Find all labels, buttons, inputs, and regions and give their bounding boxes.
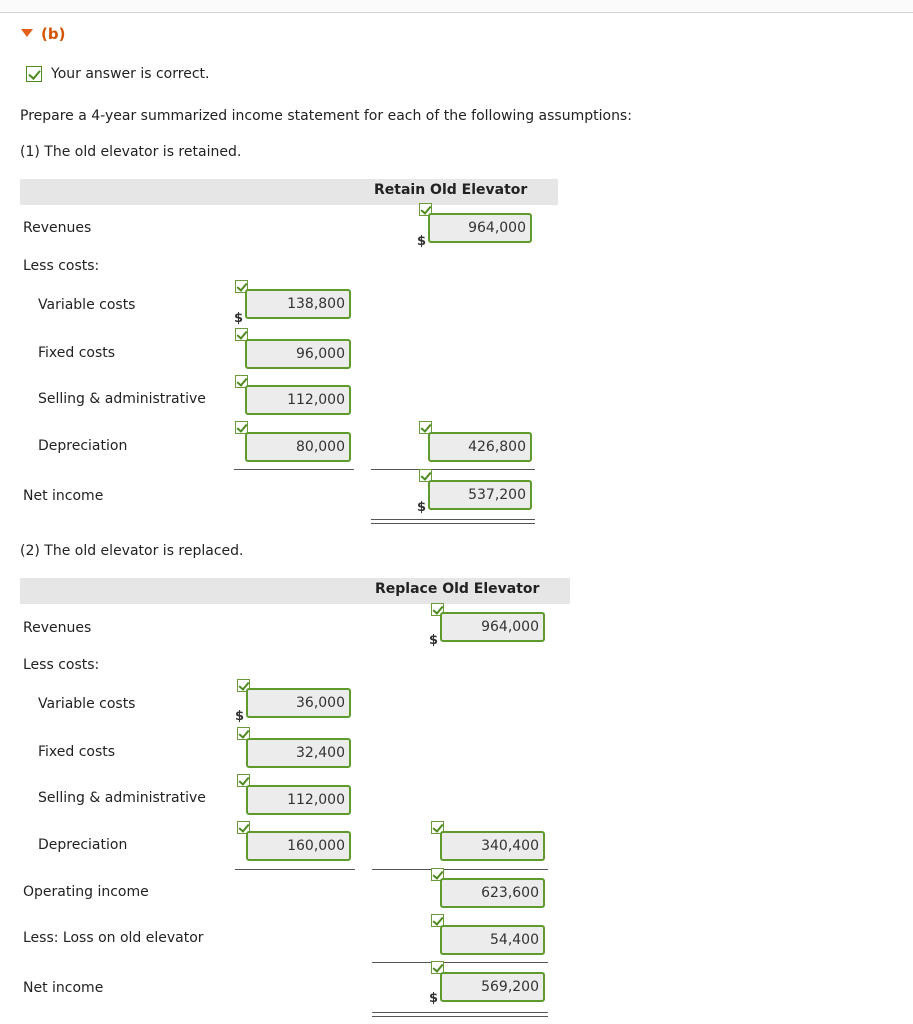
feedback-text: Your answer is correct. [51,66,210,82]
p2-less-costs-label: Less costs: [23,657,100,673]
part1-column-header: Retain Old Elevator [374,182,528,198]
correct-check-icon [26,66,42,82]
p1-selling-admin-label: Selling & administrative [38,391,206,407]
p2-depreciation-label: Depreciation [38,837,128,853]
p1-depreciation-input[interactable]: 80,000 [245,432,351,462]
p1-selling-admin-input[interactable]: 112,000 [245,385,351,415]
p2-variable-dollar: $ [235,709,245,724]
p2-selling-admin-input[interactable]: 112,000 [246,785,351,815]
p2-loss-old-input[interactable]: 54,400 [440,925,545,955]
p1-less-costs-label: Less costs: [23,258,100,274]
p2-variable-costs-input[interactable]: 36,000 [246,688,351,718]
p1-net-income-label: Net income [23,488,104,504]
p1-depreciation-label: Depreciation [38,438,128,454]
p2-fixed-costs-input[interactable]: 32,400 [246,738,351,768]
p1-variable-costs-label: Variable costs [38,297,136,313]
p2-net-income-label: Net income [23,980,104,996]
p2-costs-subtotal-rule [235,869,355,870]
p1-net-income-input[interactable]: 537,200 [428,480,532,510]
p2-operating-income-input[interactable]: 623,600 [440,878,545,908]
p1-fixed-costs-label: Fixed costs [38,345,116,361]
p2-net-income-input[interactable]: 569,200 [440,972,545,1002]
p2-operating-income-label: Operating income [23,884,149,900]
p1-revenues-label: Revenues [23,220,92,236]
p1-revenues-input[interactable]: 964,000 [428,213,532,243]
part2-column-header: Replace Old Elevator [375,581,540,597]
p2-fixed-costs-label: Fixed costs [38,744,116,760]
p1-revenues-dollar: $ [417,234,427,249]
p1-variable-costs-input[interactable]: 138,800 [245,289,351,319]
p2-total-rule [372,869,548,870]
p1-total-costs-input[interactable]: 426,800 [428,432,532,462]
p2-loss-old-label: Less: Loss on old elevator [23,930,204,946]
p2-variable-costs-label: Variable costs [38,696,136,712]
section-label: (b) [41,25,66,43]
p1-total-rule [371,469,535,470]
p2-revenues-label: Revenues [23,620,92,636]
instructions: Prepare a 4-year summarized income statement for each of the following assumptions: [20,108,632,124]
p1-net-income-dollar: $ [417,500,427,515]
part2-title: (2) The old elevator is replaced. [20,543,244,559]
p2-revenues-dollar: $ [429,633,439,648]
top-frame [0,0,913,13]
collapse-triangle-icon[interactable] [21,29,33,37]
p2-revenues-input[interactable]: 964,000 [440,612,545,642]
p1-costs-subtotal-rule [234,469,354,470]
p2-selling-admin-label: Selling & administrative [38,790,206,806]
p2-loss-rule [372,962,548,963]
p1-fixed-costs-input[interactable]: 96,000 [245,339,351,369]
section-header[interactable] [21,25,65,43]
p2-net-income-dollar: $ [429,991,439,1006]
part1-title: (1) The old elevator is retained. [20,144,242,160]
p2-depreciation-input[interactable]: 160,000 [246,831,351,861]
p2-total-costs-input[interactable]: 340,400 [440,831,545,861]
p1-variable-dollar: $ [234,311,244,326]
p2-net-income-double-rule [372,1012,548,1017]
p1-net-income-double-rule [371,519,535,524]
